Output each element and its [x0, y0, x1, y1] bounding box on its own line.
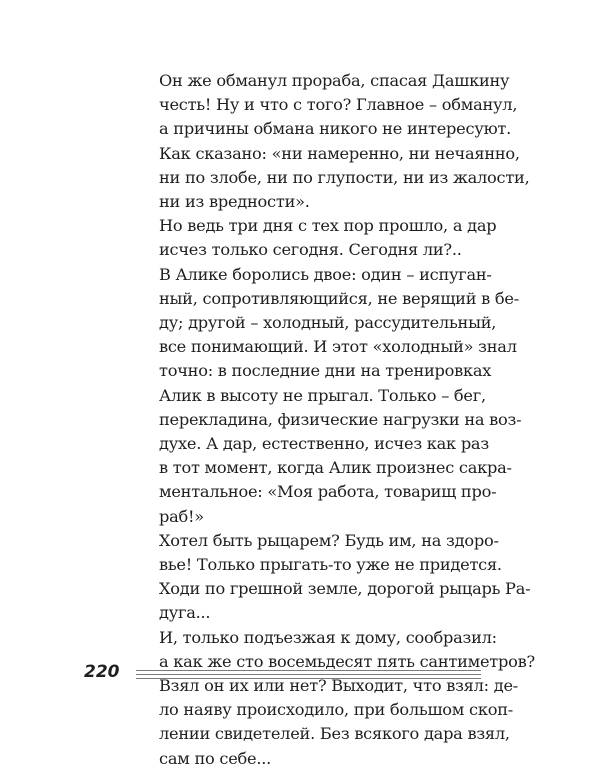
text-line: Ходи по грешной земле, дорогой рыцарь Ра-	[159, 579, 531, 599]
paragraph-5	[139, 626, 535, 771]
text-line: ментальное: «Моя работа, товарищ про-	[159, 482, 497, 502]
paragraph-4	[139, 529, 531, 626]
paragraph-3	[139, 263, 522, 529]
text-line: Взял он их или нет? Выходит, что взял: де-	[159, 676, 519, 696]
paragraph-2	[139, 214, 497, 262]
text-line: сам по себе...	[159, 748, 272, 768]
text-line: в тот момент, когда Алик произнес сакра-	[159, 458, 512, 478]
text-line: Он же обманул прораба, спасая Дашкину	[159, 71, 510, 90]
text-line: все понимающий. И этот «холодный» знал	[159, 337, 517, 357]
footer-rule	[136, 674, 481, 675]
text-line: Как сказано: «ни намеренно, ни нечаянно,	[159, 143, 520, 163]
text-line: ни из вредности».	[159, 192, 310, 212]
text-line: ный, сопротивляющийся, не верящий в бе-	[159, 288, 519, 308]
text-line: ду; другой – холодный, рассудительный,	[159, 313, 497, 333]
paragraph-1	[139, 69, 530, 214]
text-line: В Алике боролись двое: один – испуган-	[159, 264, 492, 284]
text-line: Но ведь три дня с тех пор прошло, а дар	[159, 216, 497, 236]
text-line: И, только подъезжая к дому, сообразил:	[159, 627, 497, 647]
text-line: исчез только сегодня. Сегодня ли?..	[159, 240, 462, 260]
text-line: честь! Ну и что с того? Главное – обманул,	[159, 95, 518, 115]
text-line: лении свидетелей. Без всякого дара взял,	[159, 724, 510, 744]
text-line: Алик в высоту не прыгал. Только – бег,	[159, 385, 486, 405]
text-line: Хотел быть рыцарем? Будь им, на здоро-	[159, 530, 499, 550]
text-line: а как же сто восемьдесят пять сантиметров?	[159, 651, 535, 671]
text-line: духе. А дар, естественно, исчез как раз	[159, 434, 489, 454]
text-line: раб!»	[159, 506, 204, 526]
text-line: дуга...	[159, 603, 211, 623]
text-line: точно: в последние дни на тренировках	[159, 361, 492, 381]
footer-rule	[136, 670, 481, 671]
text-line: а причины обмана никого не интересуют.	[159, 119, 512, 139]
text-line: ло наяву происходило, при большом скоп-	[159, 700, 513, 720]
page-number: 220	[84, 662, 120, 682]
text-line: ни по злобе, ни по глупости, ни из жалости,	[159, 167, 530, 187]
text-line: вье! Только прыгать-то уже не придется.	[159, 555, 502, 575]
footer-rule	[136, 678, 481, 679]
page-footer	[84, 662, 484, 692]
text-line: перекладина, физические нагрузки на воз-	[159, 409, 522, 429]
